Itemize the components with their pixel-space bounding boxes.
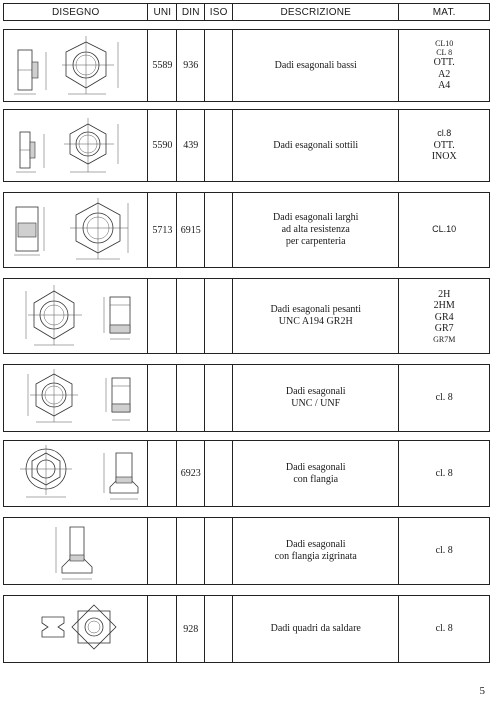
- uni-cell: 5589: [148, 30, 177, 101]
- description-line: con flangia: [293, 473, 339, 485]
- header-descrizione: DESCRIZIONE: [233, 4, 399, 20]
- material-item: 2H: [438, 288, 451, 300]
- material-cell: [399, 441, 489, 506]
- material-cell: [399, 518, 489, 584]
- description-line: Dadi esagonali: [285, 461, 346, 473]
- material-cell: [399, 365, 489, 431]
- hex-nut-heavy-icon: [4, 279, 148, 353]
- uni-cell: [148, 596, 177, 662]
- header-iso: ISO: [205, 4, 233, 20]
- description-cell: [233, 30, 399, 101]
- table-row: [3, 595, 490, 663]
- din-cell: 6923: [177, 441, 205, 506]
- table-row: [3, 109, 490, 182]
- uni-cell: 5590: [148, 110, 177, 181]
- uni-cell: [148, 279, 177, 353]
- table-row: [3, 440, 490, 507]
- material-item: cl. 8: [435, 467, 453, 479]
- table-row: [3, 278, 490, 354]
- material-cell: [399, 279, 489, 353]
- description-line: Dadi esagonali larghi: [273, 212, 359, 223]
- uni-cell: 5713: [148, 193, 177, 267]
- material-item: CL10: [435, 39, 454, 49]
- material-item: CL 8: [436, 48, 453, 58]
- page-number: 5: [479, 685, 485, 697]
- table-row: [3, 517, 490, 585]
- description-line: Dadi esagonali sottili: [273, 139, 359, 151]
- material-item: cl. 8: [435, 392, 453, 404]
- din-cell: 6915: [177, 193, 205, 267]
- material-cell: [399, 110, 489, 181]
- serrated-flange-nut-icon: [4, 518, 148, 584]
- description-line: UNC / UNF: [291, 398, 341, 409]
- table-header: [3, 3, 490, 21]
- iso-cell: [205, 365, 233, 431]
- material-item: cl.8: [437, 128, 452, 139]
- description-cell: [233, 279, 399, 353]
- iso-cell: [205, 279, 233, 353]
- hex-nut-low-icon: [4, 30, 148, 101]
- description-line: UNC A194 GR2H: [278, 316, 353, 327]
- iso-cell: [205, 110, 233, 181]
- header-uni: UNI: [148, 4, 177, 20]
- iso-cell: [205, 518, 233, 584]
- material-item: A2: [438, 68, 451, 80]
- material-item: GR7: [434, 323, 454, 334]
- description-cell: [233, 365, 399, 431]
- material-item: OTT.: [433, 57, 455, 69]
- description-line: con flangia zigrinata: [274, 551, 357, 562]
- material-item: cl. 8: [435, 545, 453, 557]
- uni-cell: [148, 365, 177, 431]
- description-cell: [233, 110, 399, 181]
- material-item: cl. 8: [435, 623, 453, 635]
- din-cell: [177, 365, 205, 431]
- material-cell: [399, 596, 489, 662]
- description-cell: [233, 518, 399, 584]
- material-item: GR7M: [433, 334, 456, 344]
- table-row: [3, 192, 490, 268]
- din-cell: 928: [177, 596, 205, 662]
- uni-cell: [148, 441, 177, 506]
- material-cell: [399, 30, 489, 101]
- material-item: A4: [438, 80, 451, 92]
- material-item: CL.10: [432, 224, 457, 235]
- description-line: Dadi esagonali: [285, 539, 346, 550]
- description-line: Dadi esagonali pesanti: [270, 304, 361, 315]
- material-item: OTT.: [433, 139, 455, 151]
- table-row: [3, 364, 490, 432]
- din-cell: 439: [177, 110, 205, 181]
- table-row: [3, 29, 490, 102]
- hex-nut-unc-icon: [4, 365, 148, 431]
- description-line: Dadi esagonali bassi: [274, 59, 357, 71]
- flange-nut-icon: [4, 441, 148, 506]
- iso-cell: [205, 596, 233, 662]
- description-line: ad alta resistenza: [281, 224, 350, 235]
- uni-cell: [148, 518, 177, 584]
- description-cell: [233, 596, 399, 662]
- header-disegno: DISEGNO: [4, 4, 148, 20]
- material-item: GR4: [434, 311, 454, 323]
- header-mat: MAT.: [432, 6, 456, 18]
- iso-cell: [205, 441, 233, 506]
- hex-nut-structural-icon: [4, 193, 148, 267]
- material-item: INOX: [431, 151, 457, 163]
- square-weld-nut-icon: [4, 596, 148, 662]
- din-cell: [177, 518, 205, 584]
- header-din: DIN: [177, 4, 205, 20]
- description-line: per carpenteria: [285, 236, 346, 247]
- description-line: Dadi quadri da saldare: [270, 623, 361, 634]
- description-line: Dadi esagonali: [285, 386, 346, 397]
- din-cell: [177, 279, 205, 353]
- description-cell: [233, 441, 399, 506]
- description-cell: [233, 193, 399, 267]
- hex-nut-thin-icon: [4, 110, 148, 181]
- din-cell: 936: [177, 30, 205, 101]
- iso-cell: [205, 193, 233, 267]
- material-cell: [399, 193, 489, 267]
- material-item: 2HM: [433, 300, 455, 311]
- iso-cell: [205, 30, 233, 101]
